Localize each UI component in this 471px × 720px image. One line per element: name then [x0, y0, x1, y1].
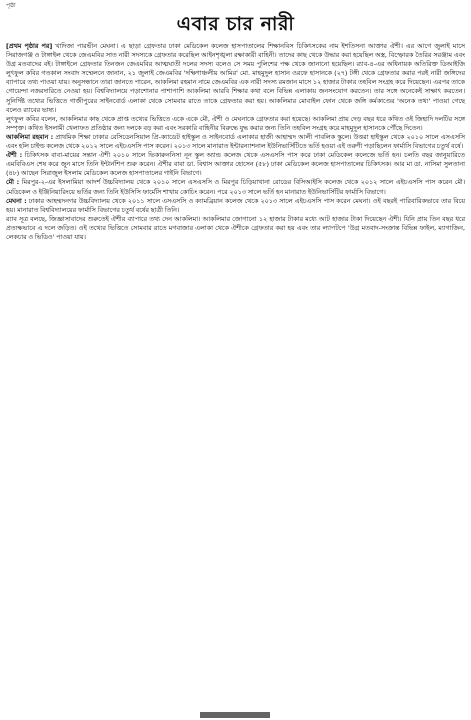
paragraph-text: র‍্যাব সূত্র বলছে, জিজ্ঞাসাবাদের শুরুতেই ঐশীর ব্যাপারে তথ্য দেন আকলিমা। আকলিমার জোগানো ১২ হাজার টাকার মধ্যে আট হাজার টাকা দিয়েছেন ঐশী। যিনি প্রায় তিন বছর ধরে প্রত্যক্ষভাবে এ দলে জড়িত। ওই তথ্যের ভিত্তিতে সোমবার রাতে মগবাজার এলাকা থেকে ঐশীকে গ্রেফতার করা হয় এবং তার ল্যাপটপে 'উগ্র মতবাদ-সংক্রান্ত বিভিন্ন ফাইল, ম্যাগাজিন, লেকচার ও ভিডিও' পাওয়া যায়। — [6, 214, 465, 241]
section-lead-mou: মৌ : — [6, 178, 20, 187]
article-paragraph-kabir — [6, 115, 465, 133]
paragraph-text: লুৎফুল কবির বলেন, আকলিমার কাছ থেকে প্রাপ্ত তথ্যের ভিত্তিতে একে একে মৌ, ঐশী ও মেঘনাকে গ্রেফতার করা হয়েছে। আকলিমা প্রায় দেড় বছর ধরে কথিত ওই জিহাদি দলটির সঙ্গে সম্পৃক্ত। কথিত ইসলামী খেলাফত প্রতিষ্ঠার জন্য দলকে বড় করা এবং সরকারি বাহিনীর বিরুদ্ধে যুদ্ধ করার জন্য তিনি তহবিল সংগ্রহ করে মাহমুদুল হাসানকে পৌঁছে দিতেন। — [6, 114, 465, 132]
cropped-text-fragment — [200, 712, 270, 718]
paragraph-text: খাদিজা পারভীন মেঘনা। এ ছাড়া গ্রেফতার ঢাকা মেডিকেল কলেজ হাসপাতালের শিক্ষানবিস চিকিৎসকের নাম ইশতিসনা আক্তার ঐশী। এর আগে জুলাই মাসে সিরাজগঞ্জ ও টাঙ্গাইল থেকে জেএমবির সাত নারী সদস্যকে গ্রেফতার করেছিল আইনশৃঙ্খলা রক্ষাকারী বাহিনী। তাদের কাছ থেকে উদ্ধার করা হয়েছিল অস্ত্র, বিস্ফোরক তৈরির সরঞ্জাম এবং উগ্র মতবাদের বই। টাঙ্গাইলে গ্রেফতার তিনজন জেএমবির আত্মঘাতী দলের সদস্য বলেও সে সময় পুলিশের পক্ষ থেকে জানানো হয়েছিল। র‍্যাব-৪-এর অধিনায়ক অতিরিক্ত ডিআইজি লুৎফুল কবির গতকাল সংবাদ সম্মেলনে জানান, ২১ জুলাই জেএমবির 'দক্ষিণাঞ্চলীয় আমির' মো. মাহমুদুল হাসান ওরফে হাসানকে (২৭) টঙ্গী থেকে গ্রেফতার করার পরই নারী জঙ্গিদের ব্যাপারে তথ্য পাওয়া যায়। অনুসন্ধানে তারা জানতে পারেন, আকলিমা রহমান নামে জেএমবির এক নারী সদস্য রমজান মাসে ১২ হাজার টাকার তহবিল সংগ্রহ করে দিয়েছেন। এরপর তাকে গোয়েন্দা নজরদারিতে নেওয়া হয়। বিশ্ববিদ্যালয়ে পড়াশোনার পাশাপাশি আকলিমা আরবি শিক্ষার কথা বলে বিভিন্ন এলাকায় জনসংযোগ করতেন। তার সঙ্গে অনেকেই সাক্ষাৎ করতেন। সুনির্দিষ্ট তথ্যের ভিত্তিতে গাজীপুরের সাইনবোর্ড এলাকা থেকে সোমবার রাতে তাকে গ্রেফতার করা হয়। আকলিমার মোবাইল ফোন থেকে জঙ্গি কর্মকাণ্ডের 'অনেক তথ্য' পাওয়া গেছে বলেও র‍্যাবের ভাষ্য। — [6, 42, 465, 114]
article-headline: এবার চার নারী — [176, 13, 295, 35]
continuation-marker: [প্রথম পৃষ্ঠার পর] — [6, 42, 53, 50]
article-paragraph-meghna — [6, 197, 465, 215]
article-paragraph-oishi — [6, 151, 465, 178]
article-paragraph-rab — [6, 215, 465, 242]
article-paragraph-intro — [6, 42, 465, 115]
paragraph-text: প্রাথমিক শিক্ষা ঢাকার রেসিডেনসিয়াল প্রি-ক্যাডেট হাইস্কুল ও সাইনবোর্ড এলাকার হাজী আহাম্মদ আলী পাবলিক স্কুলে। উত্তরা হাইস্কুল থেকে ২০১০ সালে এসএসসি এবং হলি চাইল্ড কলেজ থেকে ২০১২ সালে এইচএসসি পাস করেন। ২০১৩ সালে মানারাত ইন্টারন্যাশনাল ইউনিভার্সিটিতে ভর্তি হওয়া এই তরুণী পড়াছিলেন ফার্মাসি বিভাগের চতুর্থ বর্ষে। — [6, 132, 465, 151]
section-lead-meghna: মেঘনা : — [6, 196, 27, 205]
article-body — [6, 42, 465, 242]
paragraph-text: ঢাকার আহম্মদনগর উচ্চবিদ্যালয় থেকে ২০১১ সালে এসএসসি ও ক্যামব্রিয়ান কলেজ থেকে ২০১৩ সালে এইচএসসি পাস করেন মেঘনা। ওই বছরই পারিবারিকভাবে তার বিয়ে হয়। মানারাত বিশ্ববিদ্যালয়ের ফার্মাসি বিভাগের চতুর্থ বর্ষের ছাত্রী তিনি। — [6, 196, 465, 214]
article-paragraph-mou — [6, 178, 465, 196]
paragraph-text: মিরপুর-২-এর ইসলামিয়া আদর্শ উচ্চবিদ্যালয় থেকে ২০১০ সালে এসএসসি ও মিরপুর চিড়িয়াখানা রোডের বিসিআইসি কলেজ থেকে ২০১২ সালে এইচএসসি পাস করেন মৌ। মেডিকেল ও ইঞ্জিনিয়ারিংয়ে ভর্তির জন্য তিনি ইউসিসি ফার্মেসি শাখায় কোচিং করেন। পরে ২০১৩ সালে ভর্তি হন মানারাত ইউনিভার্সিটির ফার্মাসি বিভাগে। — [6, 178, 465, 196]
page-edge-text: পৃষ্ঠা — [6, 2, 16, 9]
section-lead-aklima: আকলিমা রহমান : — [6, 132, 54, 141]
paragraph-text: চিকিৎসক বাবা-মায়ের সন্তান ঐশী ২০১০ সালে ভিকারুননিসা নূন স্কুল অ্যান্ড কলেজ থেকে এসএসসি পাস করে ঢাকা মেডিকেল কলেজে ভর্তি হন। চলতি বছর জানুয়ারিতে এমবিবিএস শেষ করে জুন মাসে তিনি ইন্টার্নশিপ শুরু করেন। ঐশীর বাবা ডা. বিশ্বাস আক্তার হোসেন (৫৮) ঢাকা মেডিকেল কলেজ হাসপাতালের চিকিৎসক। আর মা ডা. নাসিমা সুলতানা (৪৮) আছেন সিরাজুল ইসলাম মেডিকেল কলেজ হাসপাতালের গাইনি বিভাগে। — [6, 151, 465, 178]
section-lead-oishi: ঐশী : — [6, 151, 23, 160]
article-paragraph-aklima — [6, 133, 465, 151]
